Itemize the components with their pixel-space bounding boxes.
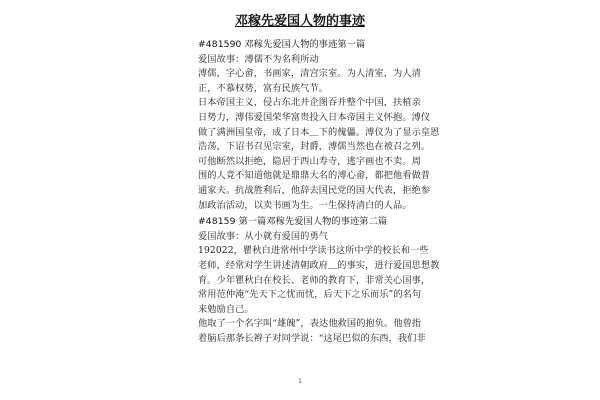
text-line: 做了满洲国皇帝，成了日本＿下的傀儡。溥仪为了显示皇恩 [198,126,440,138]
text-line: 育。少年瞿秋白在校长、老师的教育下，非常关心国事， [198,274,431,286]
text-line: 浩荡，下诏书召见宗室，封爵，溥儒当然也在被召之列。 [198,141,431,153]
text-line: 着脑后那条长辫子对同学说：“这尾巴似的东西，我们非 [198,332,426,344]
text-line: 通家夫。抗战胜利后，他辞去国民党的国大代表，拒绝参 [198,184,431,196]
text-line: 日势力，溥伟爱国荣华富贵投入日本帝国主义怀抱。溥仪 [198,111,431,123]
text-line: 正，不慕权势，富有民族气节。 [198,82,329,94]
text-line: 192022，瞿秋白进常州中学读书这所中学的校长和一些 [198,245,429,257]
document-body [198,38,440,346]
document-title: 邓稼先爱国人物的事迹 [234,14,365,29]
text-line: 爱国故事：从小就有爱国的勇气 [198,230,329,242]
section-heading: #481590 邓稼先爱国人物的事迹第一篇 [198,39,366,50]
text-line: 爱国故事：溥儒不为名利所动 [198,53,319,65]
page-number: 1 [298,378,302,385]
text-line: 来勉励自己。 [198,303,254,315]
text-line: 常用范仲淹“先天下之忧而忧，后天下之乐而乐”的名句 [198,289,422,301]
section-heading: #48159 第一篇邓稼先爱国人物的事迹第二篇 [198,216,388,228]
text-line: 加政治活动，以卖书画为生。一生保持清白的人品。 [198,199,412,211]
text-line: 围的人竟不知道他就是鼎鼎大名的溥心畲，都把他看做普 [198,170,431,182]
text-line: 溥儒，字心畲，书画家，清宫宗室。为人清室，为人清 [198,68,421,80]
text-line: 老师，经常对学生讲述清朝政府＿的事实，进行爱国思想教 [198,259,440,271]
text-line: 日本帝国主义，侵占东北并企图吞并整个中国，扶植亲 [198,97,421,109]
text-line: 他取了一个名字叫“雄魄”，表达他救国的抱负。他曾指 [198,318,422,330]
text-line: 可他断然以拒绝，隐居于西山寿寺，逃字画也不卖。周 [198,155,421,167]
